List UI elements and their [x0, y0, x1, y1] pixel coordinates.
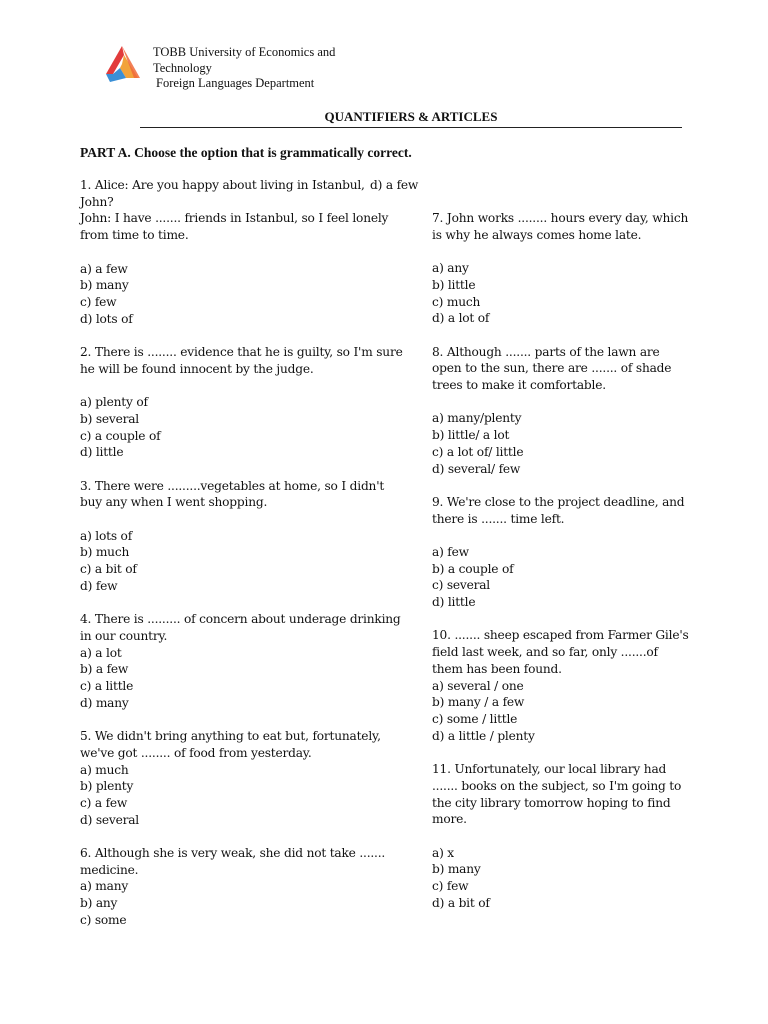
- answer-option: b) many / a few: [432, 695, 525, 710]
- spacer: [432, 394, 692, 411]
- answer-option: c) few: [80, 294, 117, 309]
- question-text-line: 5. We didn't bring anything to eat but, fortunately,: [80, 729, 381, 744]
- answer-option: b) little/ a lot: [432, 428, 510, 443]
- answer-option: c) few: [432, 879, 469, 893]
- part-a-instruction: PART A. Choose the option that is grammatically correct.: [80, 145, 412, 160]
- question-text-line: 2. There is ........ evidence that he is guilty, so I'm sure: [80, 345, 403, 359]
- worksheet-title: QUANTIFIERS & ARTICLES: [324, 109, 498, 124]
- question-text-line: is why he always comes home late.: [432, 227, 642, 242]
- question-text-line: from time to time.: [80, 228, 189, 243]
- question-text-line: John?: [80, 194, 114, 209]
- answer-option: b) a couple of: [432, 561, 514, 576]
- question-text-line: more.: [432, 812, 467, 827]
- answer-option: a) many: [80, 879, 129, 894]
- spacer: [80, 244, 400, 261]
- institution-block: [153, 45, 335, 92]
- question-block: [432, 344, 692, 478]
- answer-option: d) a little / plenty: [432, 728, 535, 743]
- answer-option: d) several/ few: [432, 461, 521, 476]
- question-text-line: field last week, and so far, only .......of: [432, 645, 658, 660]
- question-block: [432, 761, 692, 911]
- answer-option: a) a lot: [80, 645, 122, 660]
- question-block: [80, 611, 400, 711]
- question-text-line: buy any when I went shopping.: [80, 495, 268, 510]
- spacer: [432, 828, 692, 845]
- answer-option: a) plenty of: [80, 395, 148, 410]
- answer-option: a) a few: [80, 261, 128, 276]
- question-text-line: 9. We're close to the project deadline, and: [432, 494, 685, 509]
- question-block: [432, 210, 692, 327]
- answer-option: c) a couple of: [80, 428, 161, 443]
- question-text-line: 4. There is ......... of concern about underage drinking: [80, 612, 401, 627]
- answer-option: b) many: [432, 862, 481, 877]
- answer-option: d) many: [80, 695, 129, 710]
- answer-option: c) a lot of/ little: [432, 444, 524, 459]
- answer-option: a) any: [432, 261, 469, 276]
- spacer: [432, 243, 692, 260]
- answer-option: d) a bit of: [432, 895, 490, 910]
- answer-option: b) much: [80, 545, 130, 560]
- answer-option: a) x: [432, 845, 454, 860]
- question-text-line: open to the sun, there are ....... of shade: [432, 361, 672, 376]
- question-text-line: 1. Alice: Are you happy about living in Istanbul,: [80, 178, 365, 192]
- title-divider: [140, 127, 682, 128]
- answer-option: c) a bit of: [80, 562, 137, 577]
- answer-option: c) some / little: [432, 712, 518, 726]
- answer-option: a) several / one: [432, 678, 524, 693]
- question-text-line: trees to make it comfortable.: [432, 378, 606, 392]
- department-name: Foreign Languages Department: [156, 76, 315, 90]
- answer-option: c) some: [80, 912, 127, 927]
- question-text-line: the city library tomorrow hoping to find: [432, 795, 671, 810]
- answer-option: a) few: [432, 544, 469, 559]
- question-text-line: them has been found.: [432, 661, 562, 676]
- spacer: [80, 377, 400, 394]
- question-text-line: 8. Although ....... parts of the lawn are: [432, 344, 660, 359]
- answer-option: c) several: [432, 578, 491, 593]
- question-text-line: 3. There were .........vegetables at home, so I didn't: [80, 478, 385, 493]
- question-text-line: he will be found innocent by the judge.: [80, 361, 314, 376]
- question-text-line: 11. Unfortunately, our local library had: [432, 762, 667, 777]
- answer-option: c) a few: [80, 795, 128, 810]
- answer-option: b) a few: [80, 662, 129, 677]
- question-block: [432, 494, 692, 611]
- answer-option: b) plenty: [80, 779, 134, 794]
- question-text-line: there is ....... time left.: [432, 511, 565, 526]
- answer-option: b) many: [80, 278, 129, 293]
- question-text-line: 6. Although she is very weak, she did not take .......: [80, 846, 386, 860]
- answer-option: d) a lot of: [432, 311, 490, 326]
- university-logo-icon: [100, 44, 144, 84]
- question-text-line: 7. John works ........ hours every day, which: [432, 211, 689, 225]
- stray-option: d) a few: [370, 178, 419, 192]
- question-block: [80, 344, 403, 461]
- answer-option: c) much: [432, 294, 481, 309]
- answer-option: d) lots of: [80, 311, 133, 326]
- answer-option: c) a little: [80, 679, 134, 693]
- question-text-line: John: I have ....... friends in Istanbul, so I feel lonely: [80, 211, 389, 226]
- institution-name-line1: TOBB University of Economics and: [153, 45, 336, 59]
- answer-option: a) lots of: [80, 528, 133, 543]
- answer-option: b) any: [80, 896, 118, 911]
- answer-option: d) little: [80, 445, 124, 460]
- answer-option: d) several: [80, 812, 139, 827]
- answer-option: b) little: [432, 277, 476, 292]
- spacer: [432, 527, 692, 544]
- spacer: [80, 511, 400, 528]
- institution-name-line2: Technology: [153, 60, 212, 75]
- answer-option: d) few: [80, 578, 118, 593]
- question-text-line: medicine.: [80, 862, 139, 877]
- question-block: [80, 728, 400, 828]
- answer-option: d) little: [432, 595, 476, 610]
- right-question-column: [432, 210, 692, 928]
- question-text-line: in our country.: [80, 628, 168, 643]
- question-block: [80, 177, 400, 327]
- question-text-line: we've got ........ of food from yesterday.: [80, 745, 312, 760]
- left-question-column: [80, 177, 403, 945]
- answer-option: b) several: [80, 411, 139, 426]
- question-block: [80, 478, 400, 595]
- answer-option: a) many/plenty: [432, 411, 522, 426]
- question-text-line: ....... books on the subject, so I'm going to: [432, 778, 682, 793]
- answer-option: a) much: [80, 762, 129, 777]
- question-block: [432, 627, 692, 744]
- question-text-line: 10. ....... sheep escaped from Farmer Gile's: [432, 628, 689, 643]
- question-block: [80, 845, 400, 929]
